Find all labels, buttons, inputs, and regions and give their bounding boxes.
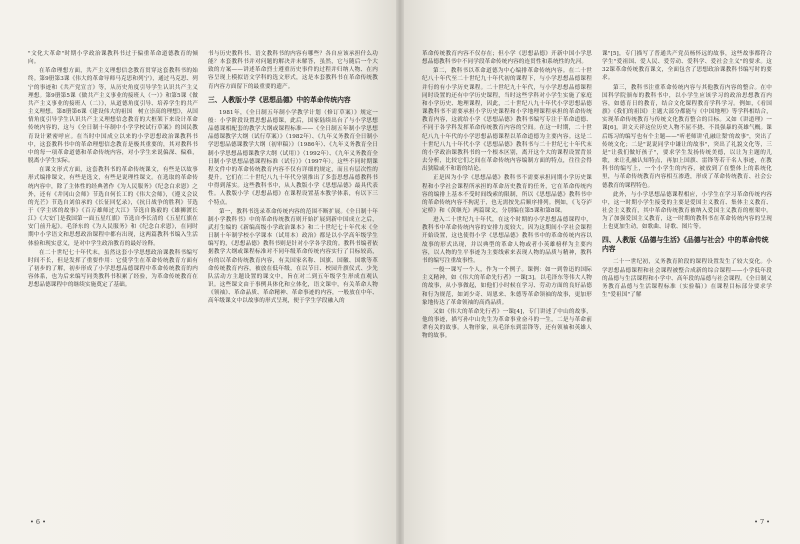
right-column-1 xyxy=(422,50,592,518)
book-gutter xyxy=(396,0,404,544)
section-heading: 三、人教版小学《思想品德》中的革命传统内容 xyxy=(208,95,351,104)
left-column-1 xyxy=(28,50,198,518)
paragraph: 二十一世纪初，义务教育阶段的课程设置发生了较大变化。小学思想品德课程和社会课程被整合成新的综合课程——小学低年段的品德与生活课程和小学中、高年段的品德与社会课程。《全日制义务教育品德与生活课程标准（实验稿）》在课程目标部分要求学生"爱祖国"了解 xyxy=(602,259,772,299)
paragraph: "文化大革命"时期小学政治课教科书过于偏重革命道德教育的倾向。 xyxy=(28,51,198,66)
paragraph: 在革命理想方面，共产主义理想信念教育贯穿这套教科书的始终。第9册第3课《伟大的革命导师马克思和列宁》，通过马克思、列宁的事迹和《共产党宣言》等，从历史角度引导学生认识共产主义理想。第9册第5课《做共产主义事业的接班人（一）》和第5课《做共产主义事业的接班人（二）》，从道德角度引导、培养学生的共产主义理想。第8册第6课《建设伟大的祖国 树立崇高的理想》，从国情角度引导学生认识共产主义理想信念教育的大框架下来设计革命传统内容的，这与《全日制十年制中小学学校试行草案》的国民教育设计紧密呼应。在当时中国成立以来的小学思想政治课教科书中，这套教科书中的革命理想信念教育是极其重要的，其对教科书中的每一项革命道德和革命传统内容，对小学生来说偏深、偏难，脱离小学生实际。 xyxy=(28,68,198,165)
paragraph: 在课文形式方面，这套教科书的革命传统课文，有些是以故事形式编排课文，有些是选文，有些是说理性课文。在选取的革命传统内容中，除了主体性的经典著作《为人民服务》《纪念白求恩》之外，还有《井冈山会师》节选自何长工的《伟大会师》，《遵义会议的光芒》节选自刘伯承的《长征回忆录》，《抗日战争的胜利》节选于《学主席的故事》《百万雄师过大江》节选自陈毅的《雄狮渡长江》《大安门是我国第一面五星红旗》节选自李长清的《五星红旗在安门前升起》。毛泽东的《为人民服务》和《纪念白求恩》，在同时期中小学语文和思想政治课程中都有出现，这两篇教科书编入生活体验和现实意义，是对中学生政治教育的最好诠释。 xyxy=(28,167,198,247)
paragraph: 进入二十世纪九十年代，在这个时期的小学思想品德课程中，教科书中革命传统内容的安排力度较大。因为这期间小学社会课程开始设置，这也使得小学《思想品德》教科书中的革命传统内容以故事的形式出现，并以典型的革命人物或者小英雄榜样为主要内容，以人物的生平事迹为主要线索来表现人物的品质与精神，教科书的编写注重故事性。 xyxy=(422,217,592,264)
paragraph: 第一，教科书选录革命传统内容的范围不断扩展。《全日制十年制小学教科书》中的革命传统教育则开始扩展到新中国成立之后，武打生编的《新编高级小学政治课本》和二十世纪七十年代末《全日制十年制学校小学课本（试用本）政治》都是以小学高年级学生编写的，《思想品德》教科书则是针对小学各学段的。教科书编者依据教学大纲或课程标准对不同年级革命传统内容实行了目标较高，有的以革命传统教育内容，有关国家名称、国旗、国徽、国歌等革命传统教育内容，被放在低年级，在以节日、校园升旗仪式、少先队活动方主题设置的课文中，旨在对二到五年级学生形成直观认识。这些课文由于事例具体化和立体化，语文课中，有关革命人物《领袖》、革命品质、革命精神、革命事迹的内容，一般放在中年、高年级课文中以故事的形式呈现，便于学生学段融入的 xyxy=(208,208,378,305)
paragraph: 课"[5]，专门描写了普通共产党员杨怀远的故事，这些故事都符合学生"爱祖国、爱人民、爱劳动、爱科学、爱社会主义"的要求。这32课革命传统教育课文，全面包含了思想政治课教科书编写时的要求。 xyxy=(602,51,772,82)
right-column-2 xyxy=(602,50,772,518)
paragraph: 此外，与小学思想品德课程相应，小学生在学习革命传统内容中，这一时期小学生接受的主要是爱国主义教育、集体主义教育、社会主义教育，其中革命传统教育被纳入爱国主义教育的框架中。为了加强爱国主义教育，这一时期的教科书在革命传统内容的呈现上也更加生动，如歌曲、诗歌、图片等。 xyxy=(602,191,772,231)
page-number: • 7 • xyxy=(754,518,770,526)
right-page-columns xyxy=(422,50,772,518)
page-number: • 6 • xyxy=(30,518,46,526)
paragraph: 革命传统教育内容不仅存在；但小学《思想品德》开新中国小学思想品德教科书中不同学段革命传统内容的连贯性和系统性的先河。 xyxy=(422,51,592,66)
paragraph: 1981年，《全日制五年制小学教学计划（修订草案）》规定一般：小学阶段设置思想品德课，此后，国家陆续出台了与小学思想品德课相配套的教学大纲或课程标准——《全日制五年制小学思想品德课教学大纲（试行草案）》（1982年）、《九年义务教育全日制小学思想品德课教学大纲（初审稿）》（1986年）、《九年义务教育全日制小学思想品德课教学大纲（试用）》（1992年）、《九年义务教育全日制小学思想品德课程标准（试行）》（1997年）。这些不同时期课程文件中的革命传统教育内容不仅有详细的规定，而且有层次性的提升。它们在二十世纪八九十年代分别推出了多套思想品德教科书中得到落实。这些教科书中，从人教版小学《思想品德》最具代表性。人教版小学《思想品德》在课程设置基本教学体系，有以下三个特点。 xyxy=(208,109,378,206)
section-heading: 四、人教版《品德与生活》《品德与社会》中的革命传统内容 xyxy=(602,236,769,254)
right-page xyxy=(400,0,800,544)
paragraph: 又如《伟大的革命先行者》一课[4]，专门讲述了中山的故事，他的事迹，描写孙中山先生为革命事业奋斗的一生，二是与革命前辈有关的故事。人物形象，从毛泽东到雷锋等，还有领袖和英雄人物的故事。 xyxy=(422,308,592,340)
paragraph: 一般一课写一个人，作为一个例子。课例：如一到鲁迅的国际主义精神，如《伟大的革命先行者》一课[3]。以毛泽东等伟大人物的故事，从小事做起，如他们小时候在学习、劳动方面的良好品德和行为规范，如刘少奇、周恩来、朱德等革命领袖的故事，更加形象地传达了革命领袖的高尚品质。 xyxy=(422,267,592,306)
paragraph: 书与历史教科书、语文教科书的内容有哪些？各自应该承担什么功能？本套教科书并对问题的解决并未解答，虽然，它与随后一个大致的方案——讲述革命烈士遵重历史事件的过程并归纳人物、在内容呈现上模拟语文学科的选文形式，这是本套教科书在革命传统教育内容方面留下的最重要的遗产。 xyxy=(208,51,378,90)
paragraph: 在二十世纪七十年代末，虽然这套小学思想政治课教科书编写时间不长，但是发挥了重要作用：它使学生在革命传统教育方面有了初步的了解，初步形成了小学思想品德课程中革命传统教育的内容体系，也为后来编写同类教科书积累了经验，为革命传统教育在思想品德课程中的继续实施奠定了基础。 xyxy=(28,249,198,289)
paragraph: 正是因为小学《思想品德》教科书不需要承担同期小学历史课程和小学社会课程所承担的革命历史教育的任务，它在革命传统内容的编排上基本不受时间线索的限制，所以《思想品德》教科书中的革命传统内容不拘泥于，也无需按先后顺序排列。例如，《飞夺泸定桥》和《黄继光》两篇课文，分别编在第5课和第8课。 xyxy=(422,175,592,214)
left-page-columns xyxy=(28,50,378,518)
paragraph: 第三，教科书注重革命传统内容与其他教育内容的整合。在中国科学院颁布的教科书中，以小学生应该学习的政治思想教育内容，如德育日的教育，结合文化课程教育学科学习。例如，《看国旗》《我们的祖国》主题大部分都能与《中国地理》等学科相结合，实现革命传统教育与传统文化教育整合的目标。又如《讲道理》一课[6]，讲文天祥这位历史人物不屈不挠、不畏强暴的英雄气概。课后练习的编写也有个主题——"听老师讲'孔融让梨'的故事"，突出了传统文化；二是"说说同学中谦让的故事"，突出了礼貌文化等，三是"让我们做好孩子"，要求学生发扬传统美德，以让为主题的儿歌，来让孔融认知特点，再加上国旗、雷锋等若干名人事迹，在教科书的编写上，一个小学生的内容，被放到了在整体上的系统化里，与革命传统教育内容相互渗透，形成了革命传统教育、社会公德教育的课程特色。 xyxy=(602,84,772,189)
left-column-2 xyxy=(208,50,378,518)
paragraph: 第二，教科书以革命道德为中心编排革命传统内容。在二十世纪八十年代至二十世纪九十年代初的课程下，与小学思想品德课程并行的有小学历史课程。二十世纪九十年代，与小学思想品德课程同时设置的还有中学历史课程，当时这些学科对小学生实施了家庭和小学历史、地理课程，因此，二十世纪八九十年代小学思想品德课教科书不需要承担小学历史课程和小学地理课程承担的革命传统教育内容，这就给小学《思想品德》教科书编写专注于革命道德、不同于各学科发挥革命传统教育内容的空间。在这一时期，二十世纪八九十年代的小学思想品德课程以革命道德为主要内容。这是二十世纪八九十年代小学《思想品德》教科书与二十世纪七十年代末的小学政治课教科书的一个根本区别，离开这个大的课程设置背景去分析，比较它们之间在革命传统内容编制方面的特点，往往会得出狭隘或不和谐的结论。 xyxy=(422,68,592,173)
